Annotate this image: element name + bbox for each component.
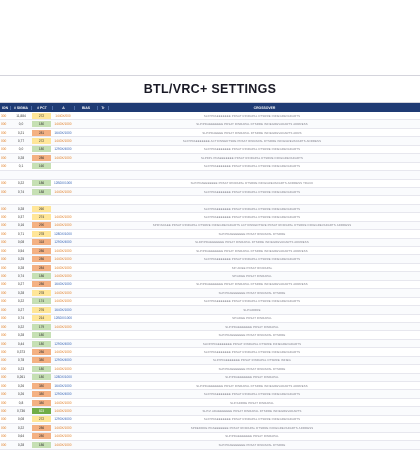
sigma-cell: 0,261 <box>17 375 25 380</box>
pct-cell: 272 <box>32 113 51 119</box>
crossover-cell: SLP/PDAEEEEEEE PDSAT RINRAPAL DTSRRE INFIEGREVADARTS <box>203 417 301 422</box>
pct-cell: 272 <box>32 416 51 422</box>
table-row[interactable] <box>0 281 420 289</box>
sigma-cell: 0,37 <box>17 214 25 219</box>
table-row[interactable] <box>0 205 420 213</box>
bias-cell: 1290X/4000 <box>54 240 72 245</box>
bias-cell: 1440X/1000 <box>54 299 72 304</box>
crossover-cell: SLDP/PDAEEEEEEE PDSAT RINRAPAL DTSRRE INFIEGREVADARTS <box>202 341 302 346</box>
sigma-cell: 0,22 <box>17 324 25 329</box>
ion-cell: 000 <box>1 214 7 219</box>
pct-cell: 180 <box>32 374 51 380</box>
crossover-cell: SLP/PDAEEEEEEE PDSAT RINRAPAL DTSRRE <box>218 290 286 295</box>
crossover-cell: SLDP/PDAEEEEEEE PDSAT RINRAPAL DTSRRE INFIEGREVADARTS ADRRESS <box>195 240 309 245</box>
bias-cell: 1440X/1000 <box>54 265 72 270</box>
sigma-cell: 0,74 <box>17 274 25 279</box>
table-row[interactable] <box>0 374 420 382</box>
ion-cell: 000 <box>1 442 7 447</box>
pct-cell: 260 <box>32 206 51 212</box>
table-row[interactable] <box>0 120 420 128</box>
sigma-cell: 0,74 <box>17 189 25 194</box>
bias-cell: 1440X/1000 <box>54 274 72 279</box>
crossover-cell: SLP/PDAEEEEEEE PDSAT RINRAPAL DTSRRE INFIEGREVADARTS ADRRESS <box>196 248 308 253</box>
ion-cell: 000 <box>1 130 7 135</box>
header-delta[interactable]: Δ <box>52 106 74 110</box>
pct-cell: 380 <box>32 391 51 397</box>
sigma-cell: 0,44 <box>17 341 25 346</box>
sigma-cell: 0,373 <box>17 349 25 354</box>
ion-cell: 000 <box>1 366 7 371</box>
table-row[interactable] <box>0 239 420 247</box>
sigma-cell: 0,28 <box>17 290 25 295</box>
crossover-cell: SLP/PDAEEEEEEE PDSAT RINRAPAL <box>225 434 279 439</box>
sigma-cell: 0,28 <box>17 333 25 338</box>
bias-cell: 1290X/4000 <box>54 417 72 422</box>
table-row[interactable] <box>0 348 420 356</box>
ion-cell: 000 <box>1 434 7 439</box>
sigma-cell: 0,78 <box>17 358 25 363</box>
sigma-cell: 0,736 <box>17 409 25 414</box>
pct-cell: 186 <box>32 442 51 448</box>
bias-cell: 1290X/4000 <box>54 358 72 363</box>
pct-cell: 180 <box>32 121 51 127</box>
pct-cell: 272 <box>32 138 51 144</box>
header-pct[interactable]: # PCT <box>31 106 52 110</box>
pct-cell: 278 <box>32 290 51 296</box>
header-sigma[interactable]: # SIGMA <box>10 106 31 110</box>
header-bias[interactable]: BIAS <box>74 106 97 110</box>
table-row[interactable] <box>0 247 420 255</box>
table-header <box>0 103 420 112</box>
table-row[interactable] <box>0 154 420 162</box>
sigma-cell: 0,71 <box>17 231 25 236</box>
bias-cell: 1440X/1000 <box>54 442 72 447</box>
bias-cell: 1440X/1000 <box>54 214 72 219</box>
table-row[interactable] <box>0 390 420 398</box>
bias-cell: 1440X/000 <box>55 113 71 118</box>
crossover-cell: SLP/PDAEEEEEEE PDSAT RINRAPAL <box>225 324 279 329</box>
sigma-cell: 0,0 <box>18 147 24 152</box>
bias-cell: 1440X/1000 <box>54 349 72 354</box>
table-row[interactable] <box>0 264 420 272</box>
sigma-cell: 0,16 <box>17 223 25 228</box>
pct-cell: 160 <box>32 163 51 169</box>
pct-cell: 214 <box>32 315 51 321</box>
table-row[interactable] <box>0 365 420 373</box>
pct-cell: 174 <box>32 298 51 304</box>
sigma-cell: 0,28 <box>17 206 25 211</box>
crossover-cell: SLP/PDAEEEEEEE PDSAT RINRAPAL DTSRRE INFIEGREVADARTS ADRRESS <box>196 122 308 127</box>
crossover-cell: SLP/PDAEEEEEEE PDSAT RINRAPAL DTSRRE INFIEGREVADARTS <box>203 113 301 118</box>
pct-cell: 380 <box>32 383 51 389</box>
table-row[interactable] <box>0 222 420 230</box>
pct-cell: 186 <box>32 180 51 186</box>
table-body <box>0 112 420 450</box>
sigma-cell: 0,22 <box>17 181 25 186</box>
sigma-cell: 0,77 <box>17 139 25 144</box>
sigma-cell: 0,26 <box>17 392 25 397</box>
crossover-cell: SLP/PDAEEEEEEE PDSAT RINRAPAL DTSRRE INFIEGREVADARTS <box>203 164 301 169</box>
sigma-cell: 0,25 <box>17 257 25 262</box>
ion-cell: 000 <box>1 409 7 414</box>
bias-cell: 1440X/1000 <box>54 248 72 253</box>
ion-cell: 000 <box>1 189 7 194</box>
table-row[interactable] <box>0 163 420 171</box>
header-tr[interactable]: Tr <box>97 106 108 110</box>
ion-cell: 000 <box>1 383 7 388</box>
table-row[interactable] <box>0 331 420 339</box>
crossover-cell: SLP/ADRRE PDSAT RINRAPAL <box>230 400 274 405</box>
crossover-cell: SLP/PDAEEEEEEE PDSAT RINRAPAL DTSRRE INFIEG <box>213 358 291 363</box>
bias-cell: 1440X/1000 <box>54 189 72 194</box>
table-row[interactable] <box>0 306 420 314</box>
ion-cell: 000 <box>1 299 7 304</box>
pct-cell: 286 <box>32 248 51 254</box>
ion-cell: 300 <box>1 113 7 118</box>
ion-cell: 000 <box>1 358 7 363</box>
sigma-cell: 0,22 <box>17 425 25 430</box>
table-row[interactable] <box>0 230 420 238</box>
ion-cell: 000 <box>1 164 7 169</box>
pct-cell <box>32 172 51 178</box>
ion-cell: 000 <box>1 274 7 279</box>
table-row[interactable] <box>0 146 420 154</box>
ion-cell: 000 <box>1 316 7 321</box>
ion-cell: 000 <box>1 155 7 160</box>
pct-cell: 286 <box>32 349 51 355</box>
pct-cell: 380 <box>32 400 51 406</box>
table-row[interactable] <box>0 407 420 415</box>
sigma-cell: 0,1 <box>18 164 24 169</box>
bias-cell: 1440X/1000 <box>54 223 72 228</box>
crossover-cell: SLP/PDAEEEEEEE PDSAT RINRAPAL DTSRRE INFIEGREVADARTS <box>203 147 301 152</box>
crossover-cell: SLP/PDAEEEEEEE ACTIONNEDTSRE PDSAT RINRAPAL DTSRRE INFIEGREVADARTS ADRRESS <box>182 139 322 144</box>
ion-cell: 000 <box>1 231 7 236</box>
crossover-cell: SLPDPL PDAEEEEEEE PDSAT RINRAPAL DTSRRE INFIEGREVADARTS <box>201 155 303 160</box>
crossover-cell: SLP/PDAEEEEEEE PDSAT RINRAPAL DTSRRE <box>218 442 286 447</box>
sigma-cell: 0,22 <box>17 299 25 304</box>
bias-cell: 1440X/1000 <box>54 122 72 127</box>
crossover-cell: SLP/PDAEEEEEEE PDSAT RINRAPAL DTSRRE INFIEGREVADARTS <box>203 349 301 354</box>
crossover-cell: SLP/PDAEEEEEEE PDSAT RINRAPAL DTSRRE INFIEGREVADARTS <box>203 257 301 262</box>
table-row[interactable] <box>0 255 420 263</box>
table-row[interactable] <box>0 399 420 407</box>
sigma-cell: 0,08 <box>17 240 25 245</box>
sigma-cell: 0,28 <box>17 265 25 270</box>
crossover-cell: SLP/PDAEEEEEEE PDSAT RINRAPAL DTSRRE INFIEGREVADARTS <box>203 392 301 397</box>
ion-cell: 000 <box>1 341 7 346</box>
table-row[interactable] <box>0 171 420 179</box>
ion-cell: 000 <box>1 425 7 430</box>
pct-cell: 823 <box>32 408 51 414</box>
bias-cell: 1440X/1000 <box>54 324 72 329</box>
table-row[interactable] <box>0 112 420 120</box>
sigma-cell: 0,28 <box>17 442 25 447</box>
table-row[interactable] <box>0 213 420 221</box>
ion-cell: 000 <box>1 240 7 245</box>
ion-cell: 000 <box>1 417 7 422</box>
table-row[interactable] <box>0 188 420 196</box>
pct-cell: 318 <box>32 239 51 245</box>
pct-cell: 286 <box>32 256 51 262</box>
pct-cell: 180 <box>32 341 51 347</box>
crossover-cell: SLP/PDAEEEEEEE PDSAT RINRAPAL DTSRRE INFIEGREVADARTS <box>203 206 301 211</box>
sigma-cell: 0,8 <box>18 400 24 405</box>
ion-cell: 000 <box>1 333 7 338</box>
crossover-cell: SLP/PDAEEEEEEE PDSAT RINRAPAL DTSRRE <box>218 231 286 236</box>
pct-cell: 180 <box>32 146 51 152</box>
crossover-cell: SLP/Z.ADAEEEEEEE PDSAT RINRAPAL DTSRRE INFIEGREVADARTS <box>202 409 302 414</box>
ion-cell: 000 <box>1 265 7 270</box>
bias-cell: 1440X/1000 <box>54 400 72 405</box>
bias-cell: 1640X/1000 <box>54 130 72 135</box>
crossover-cell: SPIP/ADAEE PDSAT RINRAPAL DTSRRE INFIEGREVADARTS ACTIONNEDTSRE PDSAT RINRAPAL DTSRRE INFIEGREVADARTS ADRRESS <box>152 223 352 228</box>
ion-cell: 000 <box>1 307 7 312</box>
bias-cell: 1440X/1000 <box>54 139 72 144</box>
crossover-cell: SLP/ADRRE <box>243 307 261 312</box>
table-row[interactable] <box>0 129 420 137</box>
bias-cell: 1290X/4000 <box>54 341 72 346</box>
sigma-cell: 0,74 <box>17 316 25 321</box>
pct-cell: 180 <box>32 332 51 338</box>
ion-cell: 000 <box>1 181 7 186</box>
table-row[interactable] <box>0 180 420 188</box>
bias-cell: 1440X/1000 <box>54 155 72 160</box>
settings-table <box>0 103 420 450</box>
ion-cell: 000 <box>1 290 7 295</box>
pct-cell: 380 <box>32 357 51 363</box>
sigma-cell: 0,27 <box>17 307 25 312</box>
bias-cell: 1640X/1000 <box>54 383 72 388</box>
pct-cell: 276 <box>32 307 51 313</box>
ion-cell: 000 <box>1 392 7 397</box>
pct-cell: 286 <box>32 155 51 161</box>
table-row[interactable] <box>0 441 420 449</box>
table-row[interactable] <box>0 424 420 432</box>
sigma-cell: 0,26 <box>17 383 25 388</box>
table-row[interactable] <box>0 433 420 441</box>
settings-banner <box>0 75 420 103</box>
crossover-cell: SLP/PDAEEEEEEE PDSAT RINRAPAL DTSRRE <box>218 333 286 338</box>
ion-cell: 000 <box>1 324 7 329</box>
pct-cell <box>32 197 51 203</box>
table-row[interactable] <box>0 289 420 297</box>
table-row[interactable] <box>0 298 420 306</box>
sigma-cell: 0,21 <box>17 130 25 135</box>
sigma-cell: 0,28 <box>17 155 25 160</box>
pct-cell: 290 <box>32 222 51 228</box>
bias-cell: 1440X/1000 <box>54 425 72 430</box>
pct-cell: 188 <box>32 189 51 195</box>
sigma-cell: 0,0 <box>18 122 24 127</box>
pct-cell: 280 <box>32 433 51 439</box>
crossover-cell: SLP/PDAEEEEEEE PDSAT RINRAPAL DTSRRE <box>218 366 286 371</box>
ion-cell: 000 <box>1 139 7 144</box>
crossover-cell: SLP/PDAEEEEEEE PDSAT RINRAPAL DTSRRE INFIEGREVADARTS <box>203 299 301 304</box>
pct-cell: 284 <box>32 265 51 271</box>
ion-cell: 000 <box>1 206 7 211</box>
bias-cell: 1290X/4000 <box>54 392 72 397</box>
header-ion[interactable]: ION <box>1 105 9 110</box>
header-crossover[interactable]: CROSSOVER <box>108 106 420 110</box>
pct-cell: 179 <box>32 324 51 330</box>
table-row[interactable] <box>0 357 420 365</box>
sigma-cell: 11,884 <box>16 113 26 118</box>
ion-cell: 000 <box>1 282 7 287</box>
pct-cell: 186 <box>32 273 51 279</box>
table-row[interactable] <box>0 272 420 280</box>
sigma-cell: 0,08 <box>17 417 25 422</box>
crossover-cell: SLP/PDAEEEEEEE PDSAT RINRAPAL DTSRRE INFIEGREVADARTS ADRRESS TRACK <box>190 181 314 186</box>
ion-cell: 000 <box>1 147 7 152</box>
ion-cell: 000 <box>1 349 7 354</box>
ion-cell: 000 <box>1 122 7 127</box>
bias-cell: 12BDX/1000 <box>53 181 73 186</box>
pct-cell: 180 <box>32 366 51 372</box>
page-title: BTL/VRC+ SETTINGS <box>143 82 277 96</box>
table-row[interactable] <box>0 196 420 204</box>
table-row[interactable] <box>0 137 420 145</box>
table-row[interactable] <box>0 323 420 331</box>
crossover-cell: SPDEDDDE PDAEEEEEEE PDSAT RINRAPAL DTSRRE INFIEGREVADARTS ADRRESS <box>190 425 314 430</box>
crossover-cell: SLP/PDAEEEEEEE PDSAT RINRAPAL DTSRRE INFIEGREVADARTS ADRRESS <box>196 282 308 287</box>
bias-cell: 128DX/1000 <box>54 375 72 380</box>
bias-cell: 1640X/1000 <box>54 282 72 287</box>
pct-cell: 286 <box>32 425 51 431</box>
pct-cell: 281 <box>32 130 51 136</box>
sigma-cell: 0,23 <box>17 366 25 371</box>
sigma-cell: 0,54 <box>17 248 25 253</box>
bias-cell: 1290X/4000 <box>54 147 72 152</box>
crossover-cell: SP/ADEE PDSAT RINRAPAL <box>232 316 272 321</box>
crossover-cell: SP/ADEE PDSAT RINRAPAL <box>232 274 272 279</box>
pct-cell: 286 <box>32 281 51 287</box>
sigma-cell: 0,27 <box>17 282 25 287</box>
ion-cell: 000 <box>1 257 7 262</box>
table-row[interactable] <box>0 315 420 323</box>
ion-cell: 000 <box>1 400 7 405</box>
crossover-cell: SLP/PDAEEEEEEE PDSAT RINRAPAL DTSRRE INFIEGREVADARTS ADRRESS <box>196 383 308 388</box>
ion-cell: 000 <box>1 248 7 253</box>
crossover-cell: SLP/PDAEEEEEEE PDSAT RINRAPAL DTSRRE INFIEGREVADARTS <box>203 189 301 194</box>
bias-cell: 1440X/1000 <box>54 257 72 262</box>
crossover-cell: SLP/PDAEEEEEEE PDSAT RINRAPAL <box>225 375 279 380</box>
bias-cell: 128DX/1000 <box>54 231 72 236</box>
ion-cell: 000 <box>1 375 7 380</box>
bias-cell: 1640X/1000 <box>54 307 72 312</box>
bias-cell: 1440X/1000 <box>54 290 72 295</box>
bias-cell: 1440X/1000 <box>54 434 72 439</box>
sigma-cell: 0,64 <box>17 434 25 439</box>
bias-cell: 12BDX/1000 <box>53 316 73 321</box>
bias-cell: 1440X/1000 <box>54 409 72 414</box>
bias-cell: 1440X/1000 <box>54 366 72 371</box>
table-row[interactable] <box>0 340 420 348</box>
crossover-cell: SLP/PDAEEEE PDSAT RINRAPAL DTSRRE INFIEGREVADARTS ADRS <box>202 130 302 135</box>
crossover-cell: SP/ ADEE PDSAT RINRAPAL <box>231 265 273 270</box>
pct-cell: 278 <box>32 231 51 237</box>
crossover-cell: SLP/PDAEEEEEEE PDSAT RINRAPAL DTSRRE INFIEGREVADARTS <box>203 214 301 219</box>
pct-cell: 274 <box>32 214 51 220</box>
table-row[interactable] <box>0 382 420 390</box>
ion-cell: 000 <box>1 223 7 228</box>
